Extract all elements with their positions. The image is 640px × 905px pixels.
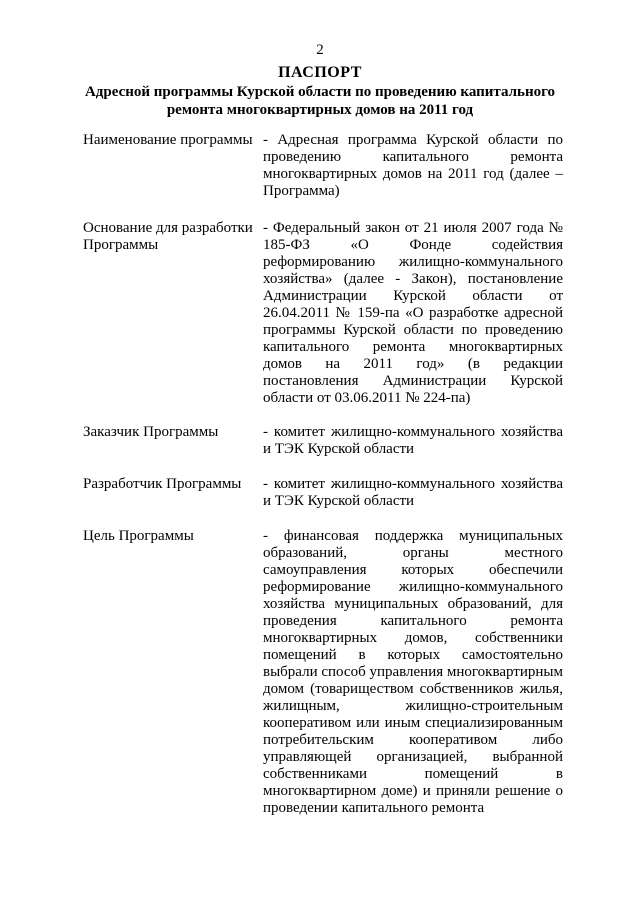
- document-title: ПАСПОРТ: [278, 64, 362, 81]
- row-label: Основание для разработки Программы: [83, 220, 253, 253]
- page-number: 2: [316, 42, 324, 58]
- row-value: - финансовая поддержка муниципальных образований, органы местного самоуправления которых обеспечили реформирование жилищно-коммунального хозяйства муниципальных образований, для проведения капитального ремонта многоквартирных домов, собственники помещений в которых самостоятельно выбрали способ управления многоквартирным домом (товариществом собственников жилья, жилищным, жилищно-строительным кооперативом или иным специализированным потребительским кооперативом либо управляющей организацией, выбранной собственниками помещений в многоквартирном доме) и приняли решение о проведении капитального ремонта: [263, 528, 563, 816]
- row-label: Разработчик Программы: [83, 476, 242, 492]
- row-label: Цель Программы: [83, 528, 194, 544]
- document-subtitle: Адресной программы Курской области по проведению капитального ремонта многоквартирных домов на 2011 год: [84, 84, 556, 118]
- row-value: - комитет жилищно-коммунального хозяйства и ТЭК Курской области: [263, 476, 563, 509]
- row-label: Наименование программы: [83, 132, 253, 148]
- row-value: - Федеральный закон от 21 июля 2007 года № 185-ФЗ «О Фонде содействия реформированию жилищно-коммунального хозяйства» (далее - Закон), постановление Администрации Курской области от 26.04.2011 № 159-па «О разработке адресной программы Курской области по проведению капитального ремонта многоквартирных домов на 2011 год» (в редакции постановления Администрации Курской области от 03.06.2011 № 224-па): [263, 220, 563, 406]
- row-label: Заказчик Программы: [83, 424, 219, 440]
- row-value: - комитет жилищно-коммунального хозяйства и ТЭК Курской области: [263, 424, 563, 457]
- row-value: - Адресная программа Курской области по проведению капитального ремонта многоквартирных домов на 2011 год (далее – Программа): [263, 132, 563, 199]
